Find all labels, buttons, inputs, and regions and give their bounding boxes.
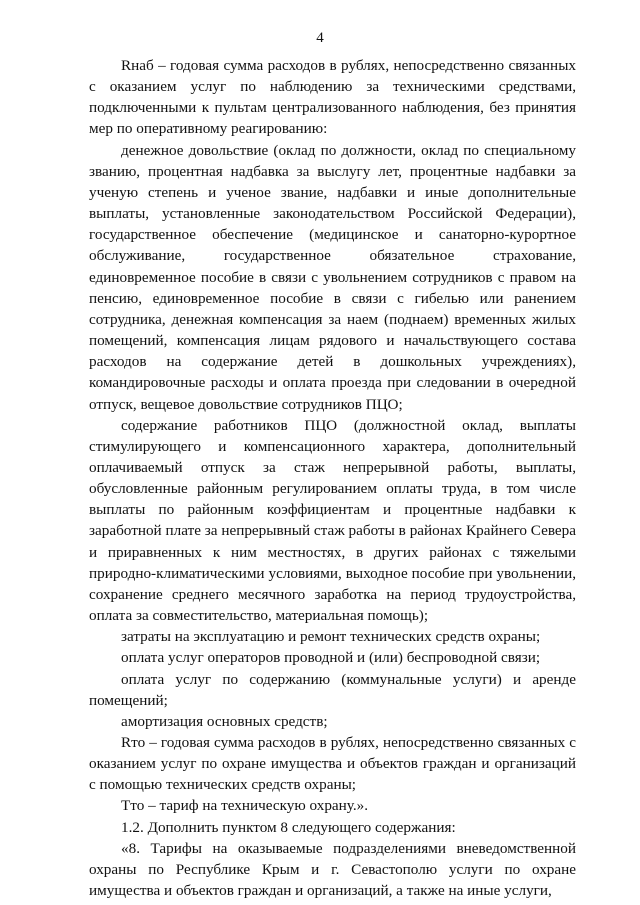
paragraph-pco-staff-costs: содержание работников ПЦО (должностной оклад, выплаты стимулирующего и компенсационного характера, дополнительный оплачиваемый отпуск за стаж непрерывной работы, выплаты, обусловленные районным регулированием оплаты труда, в том числе выплаты по районным коэффициентам и процентные надбавки к заработной плате за непрерывный стаж работы в районах Крайнего Севера и приравненных к ним местностях, в других районах с тяжелыми природно-климатическими условиями, выходное пособие при увольнении, сохранение среднего месячного заработка на период трудоустройства, оплата за совместительство, материальная помощь);	[89, 416, 576, 625]
paragraph-depreciation: амортизация основных средств;	[121, 712, 328, 730]
paragraph-monetary-allowance: денежное довольствие (оклад по должности, оклад по специальному званию, процентная надбавка за выслугу лет, процентные надбавки за ученую степень и ученое звание, надбавки и иные дополнительные выплаты, установленные законодательством Российской Федерации), государственное обеспечение (медицинское и санаторно-курортное обслуживание, государственное обязательное страхование, единовременное пособие в связи с увольнением сотрудников с правом на пенсию, единовременное пособие в связи с гибелью или ранением сотрудника, денежная компенсация за наем (поднаем) временных жилых помещений, компенсация лицам рядового и начальствующего состава расходов на содержание детей в дошкольных учреждениях), командировочные расходы и оплата проезда при следовании в очередной отпуск, вещевое довольствие сотрудников ПЦО;	[89, 141, 576, 413]
paragraph-communication-costs: оплата услуг операторов проводной и (или) беспроводной связи;	[121, 649, 541, 667]
paragraph-r-nab-definition: Rнаб – годовая сумма расходов в рублях, непосредственно связанных с оказанием услуг по наблюдению за техническими средствами, подключенными к пультам централизованного наблюдения, без принятия мер по оперативному реагированию:	[89, 57, 576, 138]
paragraph-clause-1-2: 1.2. Дополнить пунктом 8 следующего содержания:	[121, 818, 456, 836]
paragraph-t-to-definition: Тто – тариф на техническую охрану.».	[121, 797, 369, 815]
paragraph-r-to-definition: Rто – годовая сумма расходов в рублях, непосредственно связанных с оказанием услуг по охране имущества и объектов граждан и организаций с помощью технических средств охраны;	[89, 734, 576, 794]
paragraph-clause-8: «8. Тарифы на оказываемые подразделениями вневедомственной охраны по Республике Крым и г. Севастополю услуги по охране имущества и объектов граждан и организаций, а также на иные услуги,	[89, 839, 576, 900]
page-number: 4	[316, 30, 324, 46]
document-body	[89, 55, 576, 901]
paragraph-premises-costs: оплата услуг по содержанию (коммунальные услуги) и аренде помещений;	[89, 670, 576, 709]
paragraph-equipment-costs: затраты на эксплуатацию и ремонт технических средств охраны;	[121, 628, 541, 646]
